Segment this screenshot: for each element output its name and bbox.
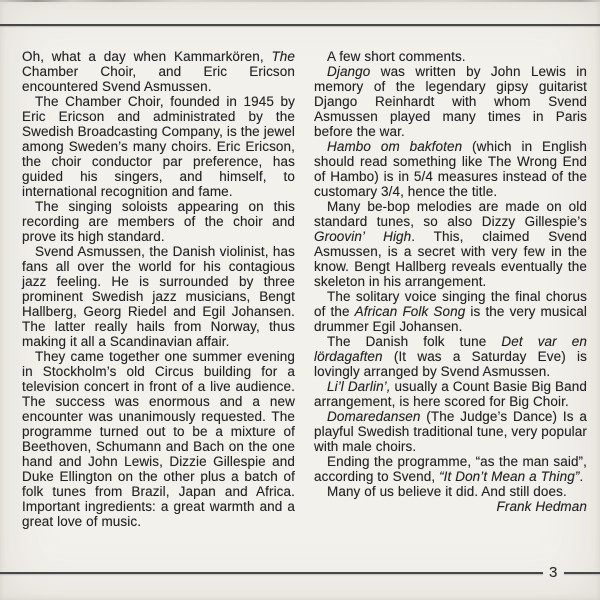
- text-segment: The solitary voice singing the final chorus of the: [314, 289, 587, 319]
- paragraph: [22, 244, 295, 349]
- text-segment: .: [579, 469, 584, 484]
- bottom-rule-left-segment: [0, 572, 543, 574]
- text-segment: (It was a Saturday Eve) is lovingly arranged by Svend Asmussen.: [314, 349, 587, 379]
- paragraph: [314, 334, 587, 379]
- scan-edge-artifact: [0, 0, 600, 2]
- italic-text-segment: Django: [327, 64, 371, 79]
- paragraph: [22, 49, 295, 94]
- text-segment: (which in English should read something like The Wrong End of Hambo) is in 5/4 measures instead of the customary 3/4, hence the title.: [314, 139, 587, 199]
- bottom-rule: [0, 565, 600, 580]
- top-rule: [0, 24, 600, 26]
- italic-text-segment: Frank Hedman: [496, 499, 587, 514]
- paragraph: [314, 199, 587, 289]
- text-segment: . This, claimed Svend Asmussen, is a secret with very few in the know. Bengt Hallberg reveals eventually the skeleton in his arrangement.: [314, 229, 587, 289]
- text-segment: They came together one summer evening in Stockholm’s old Circus building for a television concert in front of a live audience. The success was enormous and a new encounter was unanimously requested. The programme turned out to be a mixture of Beethoven, Schumann and Bach on the one hand and John Lewis, Dizzie Gillespie and Duke Ellington on the other plus a batch of folk tunes from Brazil, Japan and Africa. Important ingredients: a great warmth and a great love of music.: [22, 349, 295, 529]
- text-column-right: [314, 49, 587, 529]
- text-columns: [22, 49, 587, 529]
- text-column-left: [22, 49, 295, 529]
- italic-text-segment: “It Don’t Mean a Thing”: [439, 469, 580, 484]
- italic-text-segment: Det var en lördagaften: [314, 334, 588, 364]
- paragraph: [314, 499, 587, 514]
- text-segment: was written by John Lewis in memory of the legendary gipsy guitarist Django Reinhardt with whom Svend Asmussen played many times in Paris before the war.: [314, 64, 587, 139]
- text-segment: The Chamber Choir, founded in 1945 by Eric Ericson and administrated by the Swedish Broadcasting Company, is the jewel among Sweden’s many choirs. Eric Ericson, the choir conductor par preference, has guided his singers, and himself, to international recognition and fame.: [22, 94, 295, 199]
- text-segment: The Danish folk tune: [327, 334, 502, 349]
- text-segment: Svend Asmussen, the Danish violinist, has fans all over the world for his contagious jazz feeling. He is surrounded by three prominent Swedish jazz musicians, Bengt Hallberg, Georg Riedel and Egil Johansen. The latter really hails from Norway, thus making it all a Scandinavian affair.: [22, 244, 295, 349]
- italic-text-segment: Domaredansen: [327, 409, 421, 424]
- text-segment: A few short comments.: [327, 49, 466, 64]
- page-number: 3: [549, 564, 558, 581]
- paragraph: [22, 94, 295, 199]
- text-segment: (The Judge’s Dance) Is a playful Swedish traditional tune, very popular with male choirs.: [314, 409, 587, 454]
- text-segment: The singing soloists appearing on this recording are members of the choir and prove its high standard.: [22, 199, 295, 244]
- paragraph: [314, 49, 587, 64]
- paragraph: [314, 454, 587, 484]
- italic-text-segment: The: [271, 49, 295, 64]
- text-segment: usually a Count Basie Big Band arrangement, is here scored for Big Choir.: [314, 379, 587, 409]
- paragraph: [314, 64, 587, 139]
- italic-text-segment: Li’l Darlin’,: [327, 379, 391, 394]
- text-segment: is the very musical drummer Egil Johansen.: [314, 304, 588, 334]
- paragraph: [22, 199, 295, 244]
- paragraph: [314, 139, 587, 199]
- italic-text-segment: African Folk Song: [354, 304, 466, 319]
- bottom-rule-right-segment: [564, 572, 600, 574]
- text-segment: Ending the programme, “as the man said”, according to Svend,: [314, 454, 587, 484]
- paragraph: [314, 379, 587, 409]
- italic-text-segment: Hambo om bakfoten: [327, 139, 463, 154]
- text-segment: Many of us believe it did. And still does.: [327, 484, 567, 499]
- text-segment: Many be-bop melodies are made on old standard tunes, so also Dizzy Gillespie’s: [314, 199, 587, 229]
- paragraph: [314, 484, 587, 499]
- paragraph: [314, 289, 587, 334]
- paragraph: [314, 409, 587, 454]
- paragraph: [22, 349, 295, 529]
- italic-text-segment: Groovin’ High: [314, 229, 412, 244]
- text-segment: Chamber Choir, and Eric Ericson encountered Svend Asmussen.: [22, 64, 295, 94]
- text-segment: Oh, what a day when Kammarkören,: [22, 49, 272, 64]
